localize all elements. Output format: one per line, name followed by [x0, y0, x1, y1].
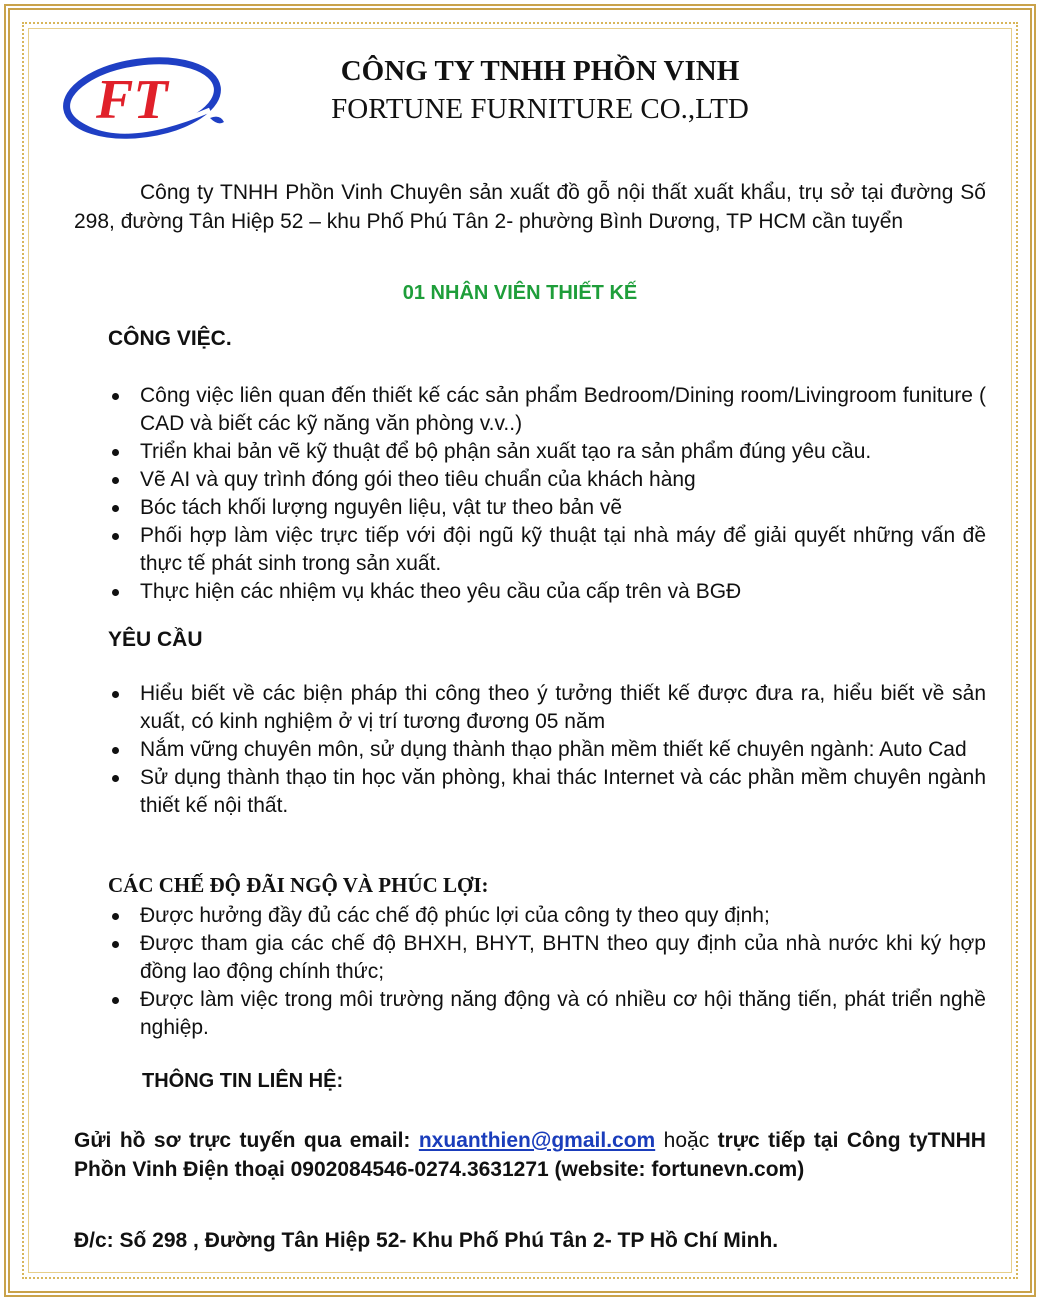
list-item: Nắm vững chuyên môn, sử dụng thành thạo phần mềm thiết kế chuyên ngành: Auto Cad: [108, 736, 986, 764]
list-item: Được tham gia các chế độ BHXH, BHYT, BHTN theo quy định của nhà nước khi ký hợp đồng lao động chính thức;: [108, 930, 986, 986]
list-item: Phối hợp làm việc trực tiếp với đội ngũ kỹ thuật tại nhà máy để giải quyết những vấn đề thực tế phát sinh trong sản xuất.: [108, 522, 986, 578]
contact-prefix: Gửi hồ sơ trực tuyến qua email:: [74, 1129, 419, 1152]
company-address: Đ/c: Số 298 , Đường Tân Hiệp 52- Khu Phố Phú Tân 2- TP Hồ Chí Minh.: [74, 1229, 779, 1252]
list-item: Được làm việc trong môi trường năng động và có nhiều cơ hội thăng tiến, phát triển nghề nghiệp.: [108, 986, 986, 1042]
logo-letters: FT: [96, 69, 168, 131]
contact-or: hoặc: [655, 1129, 718, 1152]
list-item: Vẽ AI và quy trình đóng gói theo tiêu chuẩn của khách hàng: [108, 466, 986, 494]
list-item: Sử dụng thành thạo tin học văn phòng, khai thác Internet và các phần mềm chuyên ngành thiết kế nội thất.: [108, 764, 986, 820]
benefits-heading: CÁC CHẾ ĐỘ ĐÃI NGỘ VÀ PHÚC LỢI:: [108, 873, 489, 897]
list-item: Thực hiện các nhiệm vụ khác theo yêu cầu của cấp trên và BGĐ: [108, 578, 986, 606]
benefits-list: [108, 902, 986, 1042]
duties-list: [108, 382, 986, 606]
requirements-heading: YÊU CẦU: [108, 628, 203, 651]
contact-suffix: trực tiếp tại Công tyTNHH Phồn Vinh Điện thoại 0902084546-0274.3631271 (website: fortunevn.com): [74, 1129, 986, 1181]
company-logo: [60, 48, 230, 144]
list-item: Được hưởng đầy đủ các chế độ phúc lợi của công ty theo quy định;: [108, 902, 986, 930]
duties-heading: CÔNG VIỆC.: [108, 327, 232, 350]
intro-paragraph: Công ty TNHH Phồn Vinh Chuyên sản xuất đồ gỗ nội thất xuất khẩu, trụ sở tại đường Số 298, đường Tân Hiệp 52 – khu Phố Phú Tân 2- phường Bình Dương, TP HCM cần tuyển: [74, 181, 986, 233]
list-item: Công việc liên quan đến thiết kế các sản phẩm Bedroom/Dining room/Livingroom funiture ( CAD và biết các kỹ năng văn phòng v.v..): [108, 382, 986, 438]
job-title: 01 NHÂN VIÊN THIẾT KẾ: [402, 282, 638, 304]
list-item: Bóc tách khối lượng nguyên liệu, vật tư theo bản vẽ: [108, 494, 986, 522]
contact-heading: THÔNG TIN LIÊN HỆ:: [142, 1070, 344, 1092]
list-item: Hiểu biết về các biện pháp thi công theo ý tưởng thiết kế được đưa ra, hiểu biết về sản xuất, có kinh nghiệm ở vị trí tương đương 05 năm: [108, 680, 986, 736]
company-name-english: FORTUNE FURNITURE CO.,LTD: [331, 93, 749, 125]
company-name-vietnamese: CÔNG TY TNHH PHỒN VINH: [340, 55, 740, 87]
email-link[interactable]: nxuanthien@gmail.com: [418, 1129, 656, 1152]
list-item: Triển khai bản vẽ kỹ thuật để bộ phận sản xuất tạo ra sản phẩm đúng yêu cầu.: [108, 438, 986, 466]
requirements-list: [108, 680, 986, 820]
contact-paragraph: [74, 1126, 986, 1184]
